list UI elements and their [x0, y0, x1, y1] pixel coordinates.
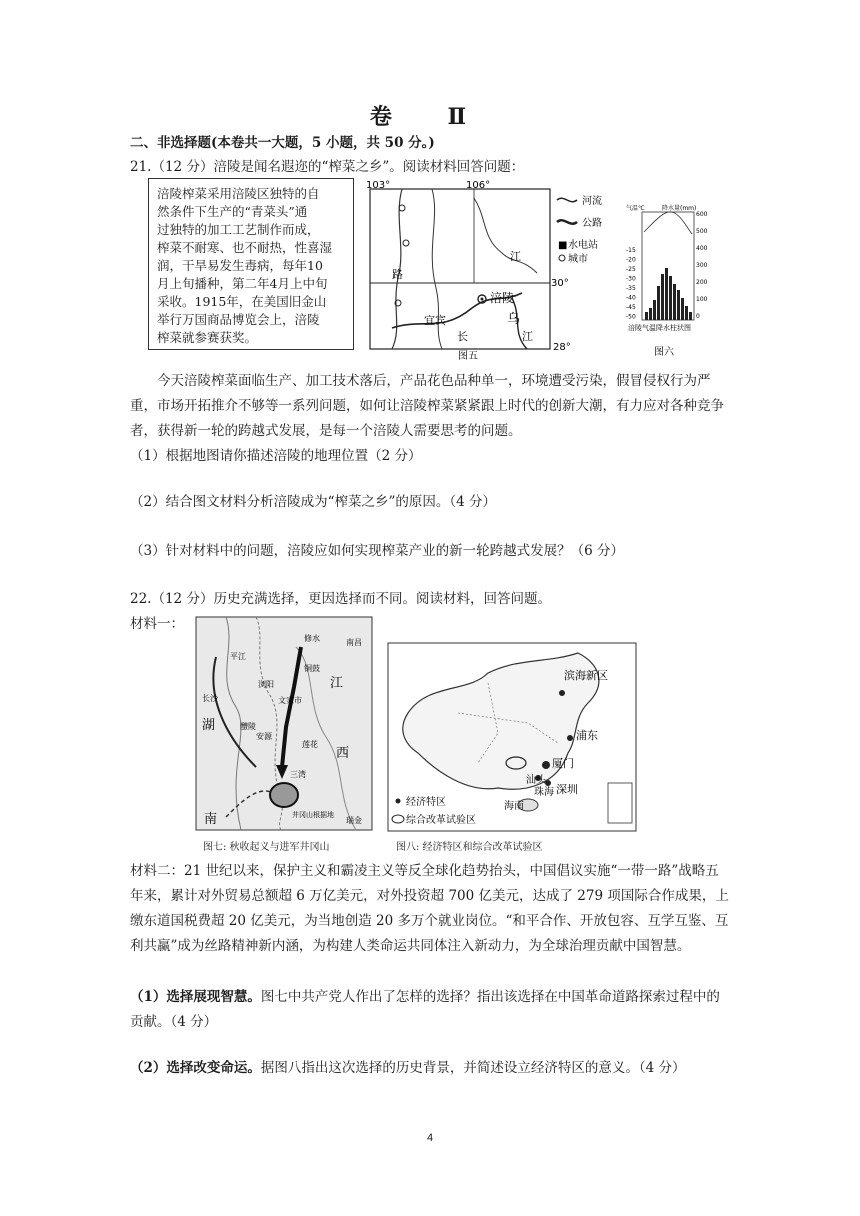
chart-left-tick: -15 [626, 247, 636, 254]
map7-label: 醴陵 [240, 722, 256, 731]
chart-bar [657, 286, 660, 320]
chart-left-tick: -30 [626, 275, 636, 283]
page-title: 卷 Ⅱ [369, 104, 491, 130]
legend-hydro-icon: ■ [558, 240, 568, 251]
river-label: 江 [522, 330, 533, 343]
chart-bar [661, 274, 664, 320]
fig5-caption: 图五 [458, 351, 478, 362]
chart-left-tick: -25 [626, 266, 636, 273]
box-line: 榨菜就参赛获奖。 [157, 330, 258, 345]
fig7-caption: 图七: 秋收起义与进军井冈山 [203, 842, 330, 853]
label-shantou: 汕头 [526, 775, 546, 786]
chart-bar [669, 276, 672, 320]
q22-sub1-lead: （1）选择展现智慧。 [130, 989, 261, 1005]
lat-label: 28° [553, 342, 571, 353]
box-line: 涪陵榨菜采用涪陵区独特的自 [157, 186, 320, 201]
chart-right-unit: 降水量(mm) [662, 205, 697, 212]
map7-label: 湖 [202, 718, 216, 733]
q21-stem: 21.（12 分）涪陵是闻名遐迩的“榨菜之乡”。阅读材料回答问题： [130, 159, 525, 175]
map7-label: 长沙 [202, 694, 218, 703]
map-fig5 [362, 178, 624, 362]
legend-hydro: 水电站 [568, 240, 598, 251]
chart-right-tick: 500 [696, 228, 708, 235]
river-label: 路 [392, 268, 403, 281]
chart-right-tick: 300 [696, 262, 708, 269]
legend-zone: 综合改革试验区 [406, 815, 476, 826]
map7-label: 莲花 [302, 740, 318, 749]
label-binhai: 滨海新区 [564, 669, 608, 682]
box-line: 采收。1915年，在美国旧金山 [157, 294, 327, 309]
q22-sub1 [130, 985, 730, 1035]
q21-sub3: （3）针对材料中的问题，涪陵应如何实现榨菜产业的新一轮跨越式发展？（6 分） [130, 543, 624, 559]
map7-label: 铜鼓 [304, 664, 320, 673]
q22-sub2-lead: （2）选择改变命运。 [130, 1060, 261, 1076]
legend-sez: 经济特区 [406, 797, 446, 808]
chart-bar [673, 284, 676, 320]
label-shenzhen: 深圳 [556, 783, 578, 796]
chart-bar [665, 268, 668, 320]
map7-label: 修水 [304, 634, 320, 643]
page-number: 4 [426, 1132, 434, 1144]
legend-river: 河流 [582, 196, 602, 207]
chart-left-tick: -50 [626, 313, 636, 321]
box-line: 过独特的加工工艺制作而成， [157, 222, 320, 237]
map7-label: 三湾 [290, 770, 306, 779]
label-pudong: 浦东 [576, 729, 598, 742]
q22-sub2-text: 据图八指出这次选择的历史背景，并简述设立经济特区的意义。（4 分） [260, 1060, 686, 1076]
map-fig7 [196, 617, 372, 830]
map7-label: 文家市 [278, 696, 302, 705]
legend-road: 公路 [582, 218, 602, 229]
lon-label: 106° [466, 180, 491, 191]
chart-bar [653, 300, 656, 320]
legend-city: 城市 [568, 254, 588, 265]
map7-label: 井冈山根据地 [292, 811, 334, 819]
box-line: 月上旬播种，第二年4月上中旬 [157, 276, 328, 291]
chart-left-tick: -20 [626, 256, 636, 264]
map7-label: 瑞金 [346, 816, 362, 825]
map7-label: 南 [204, 812, 218, 827]
river-label: 江 [510, 250, 521, 263]
lon-label: 103° [366, 180, 391, 191]
river-label: 长 [457, 330, 468, 343]
q21-paragraph: 今天涪陵榨菜面临生产、加工技术落后，产品花色品种单一，环境遭受污染，假冒侵权行为严重，市场开拓推介不够等一系列问题，如何让涪陵榨菜紧紧跟上时代的创新大潮，有力应对各种竞争者，获得新一轮的跨越式发展，是每一个涪陵人需要思考的问题。 [130, 373, 724, 439]
map7-label: 安源 [256, 732, 272, 741]
q22-stem: 22.（12 分）历史充满选择，更因选择而不同。阅读材料，回答问题。 [130, 591, 551, 607]
fig6-caption: 图六 [654, 347, 674, 358]
chart-bar [685, 306, 688, 320]
chart-fig6 [624, 200, 724, 358]
q21-sub2: （2）结合图文材料分析涪陵成为“榨菜之乡”的原因。（4 分） [130, 494, 497, 510]
chart-bar [645, 312, 648, 320]
box-line: 润，干旱易发生毒病，每年10 [157, 258, 323, 273]
q22-material2: 材料二：21 世纪以来，保护主义和霸凌主义等反全球化趋势抬头，中国倡议实施“一带一路”战略五年来，累计对外贸易总额超 6 万亿美元，对外投资超 700 亿美元，达成了 279 项国际合作成果，上缴东道国税费超 20 亿美元，为当地创造 20 多万个就业岗位。“和平合作、开放包容、互学互鉴、互利共赢”成为丝路精神新内涵，为构建人类命运共同体注入新动力，为全球治理贡献中国智慧。 [130, 863, 729, 954]
chart-bar [689, 312, 692, 320]
chart-bar [681, 298, 684, 320]
q21-sub1: （1）根据地图请你描述涪陵的地理位置（2 分） [130, 448, 422, 464]
label-xiamen: 厦门 [552, 757, 574, 770]
map-fig8 [388, 643, 636, 831]
q21-material-box [148, 178, 354, 350]
chart-right-tick: 600 [696, 211, 708, 218]
city-fuling: 涪陵 [490, 291, 515, 305]
section-heading: 二、非选择题(本卷共一大题，5 小题，共 50 分。) [130, 135, 435, 151]
chart-left-tick: -35 [626, 285, 636, 292]
box-line: 榨菜不耐寒、也不耐热，性喜湿 [157, 240, 333, 255]
chart-bar [677, 290, 680, 320]
fig8-caption: 图八: 经济特区和综合改革试验区 [396, 842, 543, 853]
map7-label: 西 [336, 746, 350, 761]
chart-right-tick: 0 [696, 313, 700, 320]
lat-label: 30° [551, 278, 569, 289]
box-line: 然条件下生产的“青菜头”通 [157, 204, 308, 219]
map7-label: 南昌 [346, 638, 362, 647]
q22-material1-label: 材料一： [130, 616, 184, 632]
map7-label: 江 [330, 676, 344, 691]
q22-sub1-text: 图七中共产党人作出了怎样的选择？指出该选择在中国革命道路探索过程中的贡献。（4 分） [130, 989, 720, 1030]
chart-left-tick: -40 [626, 294, 636, 302]
chart-right-tick: 200 [696, 279, 708, 286]
label-zhuhai: 珠海 [534, 787, 554, 798]
chart-right-tick: 100 [696, 296, 708, 303]
chart-inner-title: 涪陵气温降水柱状图 [628, 324, 691, 332]
chart-left-tick: -45 [626, 304, 636, 311]
chart-right-tick: 400 [696, 245, 708, 252]
city-yibin: 宜宾 [424, 314, 446, 327]
river-label: 乌 [507, 312, 521, 327]
chart-bar [649, 308, 652, 320]
q22-sub2 [130, 1056, 730, 1081]
chart-left-unit: 气温℃ [626, 205, 645, 212]
label-hainan: 海南 [504, 801, 524, 812]
map7-label: 平江 [230, 652, 246, 661]
box-line: 举行万国商品博览会上，涪陵 [157, 312, 320, 327]
map7-label: 浏阳 [258, 680, 274, 689]
